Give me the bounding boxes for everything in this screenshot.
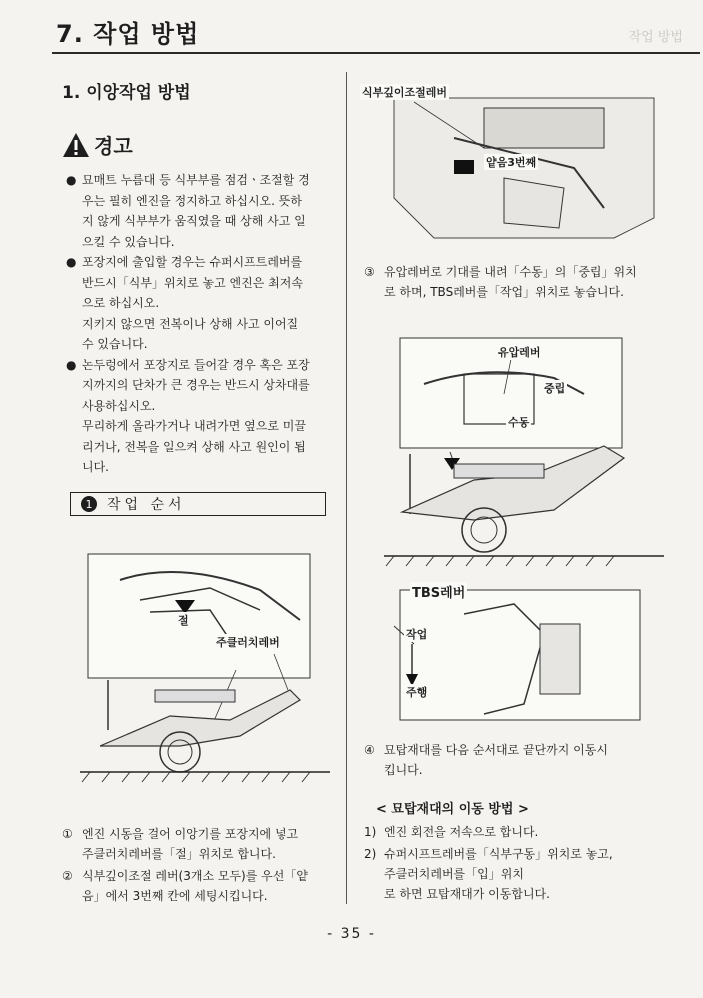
- substeps: 1) 엔진 회전을 저속으로 합니다. 2) 슈퍼시프트레버를「식부구동」위치로 놓고, 주클러치레버를「입」위치 로 하면 묘탑재대가 이동합니다.: [364, 825, 613, 901]
- procedure-label: 작업 순서: [107, 497, 186, 513]
- bleed-through-header: 작업 방법: [628, 30, 683, 45]
- header-rule: [52, 52, 700, 54]
- column-divider: [346, 72, 347, 904]
- label-neutral: 중립: [544, 382, 566, 395]
- label-depth-lever: 식부깊이조절레버: [362, 86, 448, 99]
- label-clutch-state: 절: [178, 614, 189, 627]
- warning-triangle-icon: [62, 132, 90, 158]
- procedure-heading-box: [70, 492, 326, 516]
- warning-bullet: ● 논두렁에서 포장지로 들어갈 경우 혹은 포장 지까지의 단차가 큰 경우는 반드시 상차대를 사용하십시오. 무리하게 올라가거나 내려가면 옆으로 미끌 리거나, 전복을 일으켜 상해 사고 원인이 됩 니다.: [66, 357, 310, 474]
- figure-clutch-lever: [60, 540, 340, 790]
- transplanter-illustration: [60, 540, 340, 790]
- label-hydraulic-lever: 유압레버: [498, 346, 541, 359]
- left-steps: [62, 824, 342, 908]
- warning-heading: [62, 130, 133, 159]
- warning-bullets: [66, 170, 340, 478]
- subheading-move-method: < 묘탑재대의 이동 방법 >: [376, 802, 529, 817]
- step-item: ① 엔진 시동을 걸어 이앙기를 포장지에 넣고 주클러치레버를「절」위치로 합니다.: [62, 827, 299, 861]
- step-3: ③ 유압레버로 기대를 내려「수동」의「중립」위치 로 하며, TBS레버를「작업」위치로 놓습니다.: [364, 265, 637, 299]
- warning-title: 경고: [94, 134, 133, 158]
- hydraulic-lever-illustration: [354, 334, 694, 734]
- figure-depth-lever: [354, 78, 694, 256]
- chapter-title: 7. 작업 방법: [56, 20, 200, 48]
- label-travel: 주행: [406, 686, 428, 699]
- warning-bullet: ● 포장지에 출입할 경우는 슈퍼시프트레버를 반드시「식부」위치로 놓고 엔진은 최저속 으로 하십시오. 지키지 않으면 전복이나 상해 사고 이어질 수 있습니다.: [66, 255, 303, 351]
- step-4: ④ 묘탑재대를 다음 순서대로 끝단까지 이동시 킵니다.: [364, 743, 608, 777]
- label-depth-setting: 얕음3번째: [486, 156, 537, 169]
- step-item: ② 식부깊이조절 레버(3개소 모두)를 우선「얕 음」에서 3번째 칸에 세팅시킵니다.: [62, 869, 308, 903]
- figure-hydraulic-tbs-lever: [354, 334, 694, 734]
- warning-bullet: ● 묘매트 누름대 등 식부부를 점검ㆍ조절할 경 우는 필히 엔진을 정지하고 하십시오. 뜻하 지 않게 식부부가 움직였을 때 상해 사고 일 으킬 수 있습니다.: [66, 173, 310, 249]
- page-number: - 35 -: [327, 926, 376, 942]
- procedure-number: 1: [81, 496, 97, 512]
- label-clutch-lever: 주클러치레버: [216, 636, 280, 649]
- label-work: 작업: [406, 628, 428, 641]
- label-tbs-lever: TBS레버: [410, 582, 467, 601]
- label-manual: 수동: [508, 416, 530, 429]
- section-title: 1. 이앙작업 방법: [62, 83, 191, 103]
